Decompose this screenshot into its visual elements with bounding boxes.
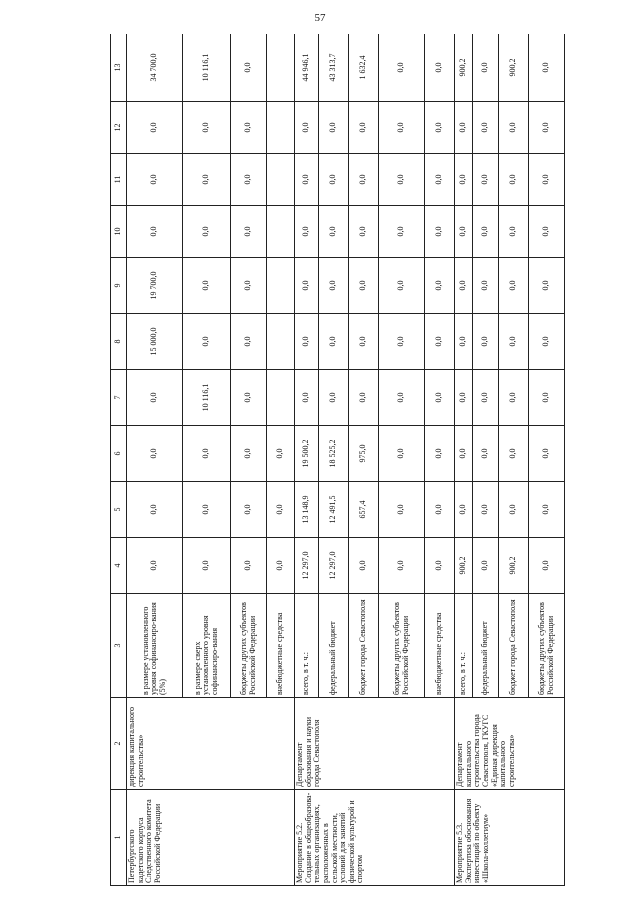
column-number: 5: [111, 482, 127, 538]
column-number: 3: [111, 594, 127, 698]
amount-cell: 0,0: [183, 258, 231, 314]
amount-cell: 0,0: [349, 154, 379, 206]
amount-cell: 0,0: [183, 206, 231, 258]
funding-source-cell: всего, в т. ч.:: [455, 594, 473, 698]
amount-cell: 12 297,0: [319, 538, 349, 594]
page-number: 57: [314, 12, 326, 24]
amount-cell: 0,0: [425, 102, 455, 154]
amount-cell: 0,0: [473, 538, 499, 594]
amount-cell: 0,0: [425, 154, 455, 206]
rotated-table-page: [110, 34, 576, 886]
amount-cell: 0,0: [231, 102, 267, 154]
amount-cell: 0,0: [231, 538, 267, 594]
amount-cell: 0,0: [473, 102, 499, 154]
amount-cell: 0,0: [349, 102, 379, 154]
amount-cell: 1 632,4: [349, 34, 379, 102]
amount-cell: 0,0: [529, 34, 565, 102]
amount-cell: 0,0: [295, 258, 319, 314]
funding-source-cell: федеральный бюджет: [473, 594, 499, 698]
amount-cell: 10 116,1: [183, 370, 231, 426]
table-row: [455, 34, 473, 886]
amount-cell: 19 700,0: [127, 258, 183, 314]
amount-cell: 0,0: [231, 314, 267, 370]
amount-cell: 13 148,9: [295, 482, 319, 538]
amount-cell: [267, 206, 295, 258]
amount-cell: 0,0: [319, 258, 349, 314]
amount-cell: 0,0: [319, 102, 349, 154]
funding-source-cell: всего, в т. ч.:: [295, 594, 319, 698]
amount-cell: 0,0: [183, 482, 231, 538]
amount-cell: 0,0: [379, 426, 425, 482]
amount-cell: 0,0: [127, 206, 183, 258]
amount-cell: 15 000,0: [127, 314, 183, 370]
funding-source-cell: бюджеты других субъектов Российской Федерации: [231, 594, 267, 698]
amount-cell: 0,0: [473, 34, 499, 102]
amount-cell: 0,0: [455, 258, 473, 314]
amount-cell: 0,0: [349, 314, 379, 370]
amount-cell: 0,0: [473, 426, 499, 482]
amount-cell: 0,0: [499, 102, 529, 154]
table-row: [127, 34, 183, 886]
funding-source-cell: бюджет города Севастополя: [349, 594, 379, 698]
amount-cell: 0,0: [319, 370, 349, 426]
column-number: 10: [111, 206, 127, 258]
table-body: [127, 34, 565, 886]
amount-cell: 0,0: [295, 370, 319, 426]
amount-cell: [267, 370, 295, 426]
amount-cell: 657,4: [349, 482, 379, 538]
amount-cell: 0,0: [499, 314, 529, 370]
executor-cell: дирекция капитального строительства»: [127, 698, 295, 790]
amount-cell: 0,0: [267, 482, 295, 538]
column-number: 11: [111, 154, 127, 206]
amount-cell: 0,0: [231, 258, 267, 314]
amount-cell: 0,0: [319, 206, 349, 258]
amount-cell: 0,0: [499, 154, 529, 206]
amount-cell: 0,0: [183, 538, 231, 594]
amount-cell: 900,2: [499, 538, 529, 594]
column-number: 7: [111, 370, 127, 426]
amount-cell: 0,0: [295, 102, 319, 154]
amount-cell: 0,0: [425, 258, 455, 314]
amount-cell: 0,0: [529, 102, 565, 154]
amount-cell: 0,0: [379, 34, 425, 102]
amount-cell: 0,0: [379, 258, 425, 314]
amount-cell: 0,0: [473, 482, 499, 538]
amount-cell: 12 491,5: [319, 482, 349, 538]
amount-cell: 0,0: [425, 34, 455, 102]
amount-cell: 0,0: [473, 258, 499, 314]
amount-cell: 0,0: [455, 482, 473, 538]
amount-cell: 0,0: [499, 258, 529, 314]
column-number: 6: [111, 426, 127, 482]
rotated-table-container: [110, 34, 576, 886]
measure-name-cell: Петербургского кадетского корпуса Следственного комитета Российской Федерации: [127, 790, 295, 886]
amount-cell: 0,0: [473, 154, 499, 206]
amount-cell: 0,0: [127, 426, 183, 482]
amount-cell: 0,0: [379, 370, 425, 426]
amount-cell: 0,0: [499, 370, 529, 426]
amount-cell: 0,0: [349, 206, 379, 258]
amount-cell: 0,0: [425, 370, 455, 426]
measure-name-cell: Мероприятие 5.3. Экспертиза обоснования инвестиций по объекту «Школа-коллегиум»: [455, 790, 565, 886]
column-number: 12: [111, 102, 127, 154]
amount-cell: 0,0: [295, 314, 319, 370]
amount-cell: 0,0: [455, 426, 473, 482]
funding-source-cell: внебюджетные средства: [267, 594, 295, 698]
amount-cell: 0,0: [455, 370, 473, 426]
amount-cell: 0,0: [231, 154, 267, 206]
column-number: 1: [111, 790, 127, 886]
amount-cell: 0,0: [127, 370, 183, 426]
amount-cell: 18 525,2: [319, 426, 349, 482]
amount-cell: 0,0: [295, 154, 319, 206]
amount-cell: 0,0: [473, 370, 499, 426]
amount-cell: 0,0: [379, 314, 425, 370]
amount-cell: 0,0: [379, 482, 425, 538]
column-number: 2: [111, 698, 127, 790]
amount-cell: [267, 258, 295, 314]
column-number: 13: [111, 34, 127, 102]
amount-cell: 0,0: [379, 206, 425, 258]
amount-cell: 12 297,0: [295, 538, 319, 594]
amount-cell: 0,0: [267, 538, 295, 594]
amount-cell: 0,0: [425, 538, 455, 594]
funding-source-cell: в размере сверх установленного уровня софинансиро-вания: [183, 594, 231, 698]
amount-cell: 0,0: [231, 426, 267, 482]
funding-source-cell: бюджет города Севастополя: [499, 594, 529, 698]
amount-cell: 0,0: [349, 370, 379, 426]
column-number: 8: [111, 314, 127, 370]
amount-cell: 0,0: [231, 206, 267, 258]
measure-name-cell: Мероприятие 5.2. Создание в общеобразова-тельных организациях, расположенных в сельской местности, условий для занятий физической культурой и спортом: [295, 790, 455, 886]
amount-cell: 0,0: [231, 34, 267, 102]
amount-cell: 34 700,0: [127, 34, 183, 102]
funding-source-cell: бюджеты других субъектов Российской Федерации: [379, 594, 425, 698]
amount-cell: 0,0: [455, 154, 473, 206]
amount-cell: 43 313,7: [319, 34, 349, 102]
amount-cell: 0,0: [529, 206, 565, 258]
amount-cell: 0,0: [349, 538, 379, 594]
table-row: [295, 34, 319, 886]
amount-cell: 0,0: [127, 482, 183, 538]
amount-cell: 0,0: [529, 482, 565, 538]
amount-cell: 0,0: [267, 426, 295, 482]
amount-cell: 0,0: [529, 258, 565, 314]
column-number: 4: [111, 538, 127, 594]
amount-cell: 975,0: [349, 426, 379, 482]
amount-cell: 0,0: [529, 154, 565, 206]
amount-cell: 0,0: [455, 206, 473, 258]
amount-cell: 0,0: [529, 314, 565, 370]
amount-cell: 0,0: [183, 314, 231, 370]
amount-cell: 0,0: [425, 482, 455, 538]
amount-cell: 0,0: [499, 482, 529, 538]
funding-source-cell: в размере установленного уровня софинансиро-вания (5%): [127, 594, 183, 698]
amount-cell: [267, 154, 295, 206]
amount-cell: 0,0: [127, 154, 183, 206]
amount-cell: 0,0: [379, 154, 425, 206]
executor-cell: Департамент капитального строительства города Севастополя, ГКУГС «Единая дирекция капитального строительства»: [455, 698, 565, 790]
amount-cell: 0,0: [425, 206, 455, 258]
amount-cell: 0,0: [295, 206, 319, 258]
amount-cell: [267, 34, 295, 102]
amount-cell: 0,0: [379, 102, 425, 154]
amount-cell: 0,0: [319, 314, 349, 370]
amount-cell: 900,2: [455, 538, 473, 594]
amount-cell: 0,0: [473, 314, 499, 370]
amount-cell: 0,0: [529, 370, 565, 426]
amount-cell: 0,0: [425, 314, 455, 370]
amount-cell: [267, 314, 295, 370]
amount-cell: 0,0: [529, 426, 565, 482]
column-number-row: [111, 34, 127, 886]
amount-cell: 0,0: [231, 370, 267, 426]
funding-source-cell: внебюджетные средства: [425, 594, 455, 698]
amount-cell: 44 946,1: [295, 34, 319, 102]
amount-cell: [267, 102, 295, 154]
amount-cell: 19 500,2: [295, 426, 319, 482]
amount-cell: 0,0: [183, 154, 231, 206]
amount-cell: 0,0: [455, 102, 473, 154]
amount-cell: 0,0: [127, 538, 183, 594]
program-funding-table: [110, 34, 565, 886]
amount-cell: 0,0: [319, 154, 349, 206]
funding-source-cell: федеральный бюджет: [319, 594, 349, 698]
amount-cell: 0,0: [499, 426, 529, 482]
amount-cell: 0,0: [473, 206, 499, 258]
amount-cell: 0,0: [529, 538, 565, 594]
amount-cell: 0,0: [425, 426, 455, 482]
amount-cell: 10 116,1: [183, 34, 231, 102]
amount-cell: 0,0: [455, 314, 473, 370]
amount-cell: 0,0: [231, 482, 267, 538]
amount-cell: 900,2: [455, 34, 473, 102]
amount-cell: 0,0: [499, 206, 529, 258]
amount-cell: 0,0: [183, 102, 231, 154]
amount-cell: 0,0: [127, 102, 183, 154]
column-number: 9: [111, 258, 127, 314]
amount-cell: 0,0: [183, 426, 231, 482]
executor-cell: Департамент образования и науки города Севастополя: [295, 698, 455, 790]
amount-cell: 0,0: [379, 538, 425, 594]
amount-cell: 900,2: [499, 34, 529, 102]
funding-source-cell: бюджеты других субъектов Российской Федерации: [529, 594, 565, 698]
amount-cell: 0,0: [349, 258, 379, 314]
